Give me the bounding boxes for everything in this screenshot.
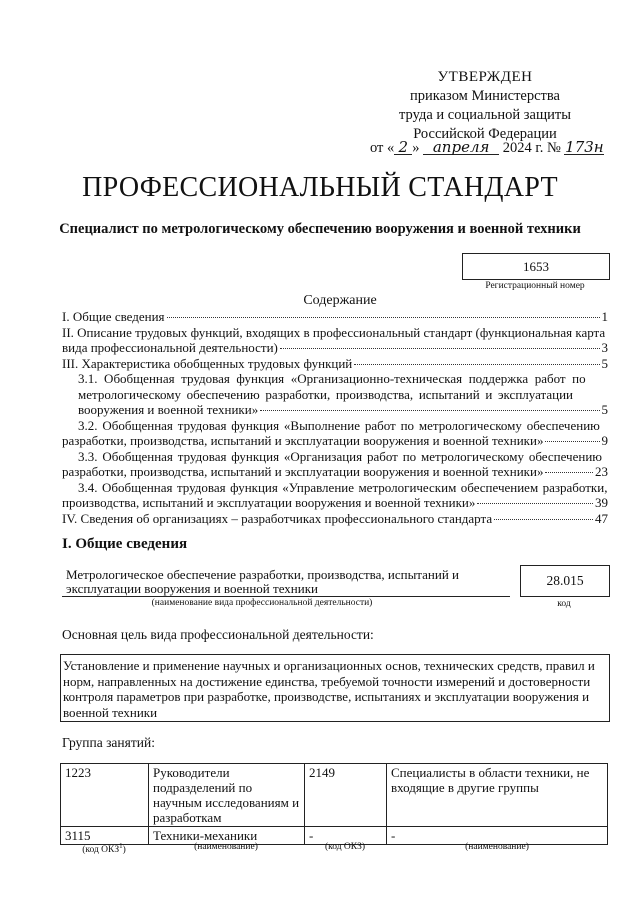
document-subtitle: Специалист по метрологическому обеспечению вооружения и военной техники [59,221,581,237]
document-title: ПРОФЕССИОНАЛЬНЫЙ СТАНДАРТ [82,172,558,203]
activity-kind-underline [62,596,510,597]
toc-entry[interactable]: I. Общие сведения 1 [62,309,608,324]
order-month: апреля [423,140,499,155]
table-cell: 3115 [61,827,149,845]
toc-entry[interactable]: 3.4. Обобщенная трудовая функция «Управление метрологическим обеспечением разработки, производства, испытаний и эксплуатации вооружения и военной техники» 39 [62,479,608,510]
table-cell: 1223 [61,764,149,827]
registration-label: Регистрационный номер [485,281,585,291]
table-cell: - [387,827,608,845]
approval-block [360,68,610,144]
table-row [61,764,608,827]
occupation-group-table [60,763,608,845]
order-day: 2 [394,140,412,155]
order-prefix: от « [370,140,395,156]
column-label-name-2: (наименование) [465,842,529,852]
approval-line-2: труда и социальной защиты [399,107,571,123]
table-cell: Руководители подразделений по научным исследованиям и разработкам [149,764,305,827]
registration-number: 1653 [523,258,549,274]
activity-kind-label: (наименование вида профессиональной деятельности) [151,598,373,608]
column-label-okz-2: (код ОКЗ) [324,842,366,852]
column-label-name: (наименование) [194,842,258,852]
approval-heading: УТВЕРЖДЕН [437,69,533,85]
goal-label: Основная цель вида профессиональной деятельности: [62,627,374,642]
table-of-contents [62,309,608,526]
approval-line-3: Российской Федерации [413,126,557,142]
toc-entry[interactable]: 3.1. Обобщенная трудовая функция «Организационно-техническая поддержка работ по метрологическому обеспечению разработки, производства, испытаний и эксплуатации вооружения и военной техники» 5 [78,371,608,417]
order-number: 173н [565,138,604,156]
toc-entry[interactable]: 3.3. Обобщенная трудовая функция «Организация работ по метрологическому обеспечению разработки, производства, испытаний и эксплуатации вооружения и военной техники» 23 [62,448,608,479]
activity-code-box [520,565,610,597]
toc-entry[interactable]: III. Характеристика обобщенных трудовых функций 5 [62,355,608,371]
order-mid: » [412,140,420,156]
activity-code-label: код [557,599,571,609]
goal-text-box [60,654,610,722]
section-title: I. Общие сведения [62,536,188,552]
approval-line-1: приказом Министерства [410,88,560,104]
toc-heading: Содержание [303,293,377,308]
table-cell: Техники-механики [149,827,305,845]
table-cell: - [305,827,387,845]
column-label-okz: (код ОКЗ$^1$) [82,842,126,856]
activity-code: 28.015 [546,573,584,588]
occupation-group-label: Группа занятий: [62,735,155,750]
table-cell: Специалисты в области техники, не входящие в другие группы [387,764,608,827]
order-line [370,140,630,157]
toc-entry[interactable]: IV. Сведения об организациях – разработчиках профессионального стандарта 47 [62,510,608,526]
registration-number-box [462,253,610,280]
toc-entry[interactable]: II. Описание трудовых функций, входящих в профессиональный стандарт (функциональная карта вида профессиональной деятельности) 3 [62,324,608,355]
table-cell: 2149 [305,764,387,827]
toc-entry[interactable]: 3.2. Обобщенная трудовая функция «Выполнение работ по метрологическому обеспечению разработки, производства, испытаний и эксплуатации вооружения и военной техники» 9 [62,417,608,448]
activity-kind: Метрологическое обеспечение разработки, производства, испытаний и эксплуатации вооружения и военной техники [66,567,459,596]
order-year: 2024 г. № [502,140,561,156]
goal-text: Установление и применение научных и организационных основ, технических средств, правил и норм, направленных на достижение единства, требуемой точности измерений и достоверности контроля параметров при разработке, производстве, испытаниях и эксплуатации вооружения и военной техники [63,658,595,720]
